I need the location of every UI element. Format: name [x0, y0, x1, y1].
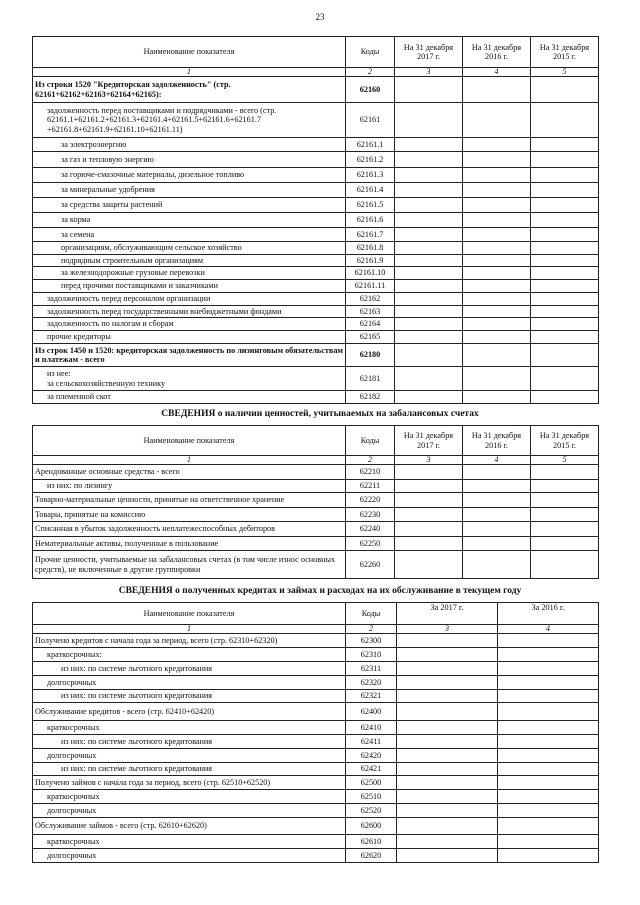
row-code: 62161.6	[346, 213, 395, 228]
table-row	[33, 804, 599, 818]
row-label: организациям, обслуживающим сельское хозяйство	[33, 242, 346, 255]
row-label: за минеральные удобрения	[33, 183, 346, 198]
row-code: 62161.11	[346, 280, 395, 293]
row-label: Списанная в убыток задолженность неплатежеспособных дебиторов	[33, 522, 346, 537]
value-cell[interactable]	[397, 634, 498, 648]
row-code: 62260	[346, 551, 395, 579]
row-label: из нее: за сельскохозяйственную технику	[33, 367, 346, 391]
value-cell[interactable]	[463, 318, 531, 331]
value-cell[interactable]	[463, 267, 531, 280]
value-cell[interactable]	[531, 293, 599, 306]
value-cell[interactable]	[498, 690, 599, 703]
row-label: задолженность перед поставщиками и подрядчиками - всего (стр. 62161.1+62161.2+62161.3+62161.4+62161.5+62161.6+62161.7 +62161.8+62161.9+62161.10+62161.11)	[33, 103, 346, 138]
table-row	[33, 228, 599, 242]
value-cell[interactable]	[395, 293, 463, 306]
row-label: Из строк 1450 и 1520: кредиторская задолженность по лизинговым обязательствам и платежам - всего	[33, 344, 346, 367]
col-number: 2	[346, 456, 395, 465]
table-row	[33, 198, 599, 213]
value-cell[interactable]	[498, 790, 599, 804]
header-codes: Коды	[346, 603, 397, 625]
col-number: 4	[463, 68, 531, 77]
row-code: 62182	[346, 391, 395, 404]
value-cell[interactable]	[463, 152, 531, 168]
row-label: подрядным строительным организациям	[33, 255, 346, 267]
row-label: за корма	[33, 213, 346, 228]
table-row	[33, 763, 599, 776]
col-number: 4	[498, 625, 599, 634]
value-cell[interactable]	[531, 138, 599, 152]
value-cell[interactable]	[531, 318, 599, 331]
value-cell[interactable]	[531, 367, 599, 391]
value-cell[interactable]	[531, 183, 599, 198]
table-row	[33, 493, 599, 508]
table-row	[33, 508, 599, 522]
row-label: краткосрочных	[33, 721, 346, 735]
table-row	[33, 790, 599, 804]
header-indicator-name: Наименование показателя	[33, 37, 346, 68]
table-row	[33, 242, 599, 255]
table-row	[33, 306, 599, 318]
table-row	[33, 648, 599, 662]
table-row	[33, 835, 599, 849]
value-cell[interactable]	[498, 804, 599, 818]
header-2015: На 31 декабря 2015 г.	[531, 37, 599, 68]
value-cell[interactable]	[395, 77, 463, 103]
row-code: 62510	[346, 790, 397, 804]
value-cell[interactable]	[531, 537, 599, 551]
table-row	[33, 391, 599, 404]
row-label: долгосрочных	[33, 849, 346, 863]
value-cell[interactable]	[531, 508, 599, 522]
row-code: 62321	[346, 690, 397, 703]
value-cell[interactable]	[463, 228, 531, 242]
value-cell[interactable]	[531, 522, 599, 537]
row-code: 62421	[346, 763, 397, 776]
value-cell[interactable]	[463, 213, 531, 228]
value-cell[interactable]	[395, 367, 463, 391]
table-row	[33, 267, 599, 280]
row-label: за племенной скот	[33, 391, 346, 404]
table-row	[33, 318, 599, 331]
row-code: 62161.8	[346, 242, 395, 255]
row-label: задолженность по налогам и сборам	[33, 318, 346, 331]
row-label: за железнодорожные грузовые перевозки	[33, 267, 346, 280]
value-cell[interactable]	[531, 152, 599, 168]
row-label: Арендованные основные средства - всего	[33, 465, 346, 480]
row-code: 62160	[346, 77, 395, 103]
value-cell[interactable]	[395, 537, 463, 551]
value-cell[interactable]	[395, 183, 463, 198]
table-row	[33, 721, 599, 735]
table-row	[33, 344, 599, 367]
accounts-payable-table	[32, 36, 599, 404]
row-code: 62164	[346, 318, 395, 331]
row-code: 62181	[346, 367, 395, 391]
value-cell[interactable]	[395, 103, 463, 138]
row-label: за средства защиты растений	[33, 198, 346, 213]
value-cell[interactable]	[531, 77, 599, 103]
off-balance-table	[32, 425, 599, 579]
value-cell[interactable]	[498, 818, 599, 835]
value-cell[interactable]	[395, 280, 463, 293]
value-cell[interactable]	[463, 255, 531, 267]
value-cell[interactable]	[498, 835, 599, 849]
table-row	[33, 77, 599, 103]
value-cell[interactable]	[498, 763, 599, 776]
table-row	[33, 480, 599, 493]
col-number: 3	[395, 68, 463, 77]
value-cell[interactable]	[395, 480, 463, 493]
header-2016: На 31 декабря 2016 г.	[463, 37, 531, 68]
table-row	[33, 776, 599, 790]
value-cell[interactable]	[498, 662, 599, 676]
table-row	[33, 168, 599, 183]
value-cell[interactable]	[397, 818, 498, 835]
table-row	[33, 331, 599, 344]
table-row	[33, 103, 599, 138]
row-label: Нематериальные активы, полученные в пользование	[33, 537, 346, 551]
row-code: 62620	[346, 849, 397, 863]
value-cell[interactable]	[397, 776, 498, 790]
table-row	[33, 183, 599, 198]
value-cell[interactable]	[498, 676, 599, 690]
table-row	[33, 138, 599, 152]
value-cell[interactable]	[463, 344, 531, 367]
row-code: 62161.10	[346, 267, 395, 280]
value-cell[interactable]	[463, 168, 531, 183]
row-code: 62161.4	[346, 183, 395, 198]
row-code: 62300	[346, 634, 397, 648]
table-row	[33, 255, 599, 267]
value-cell[interactable]	[531, 344, 599, 367]
table-row	[33, 537, 599, 551]
table-row	[33, 703, 599, 721]
row-code: 62520	[346, 804, 397, 818]
value-cell[interactable]	[498, 776, 599, 790]
row-code: 62311	[346, 662, 397, 676]
row-label: Получено займов с начала года за период, всего (стр. 62510+62520)	[33, 776, 346, 790]
table-row	[33, 465, 599, 480]
value-cell[interactable]	[531, 280, 599, 293]
row-code: 62411	[346, 735, 397, 749]
value-cell[interactable]	[463, 293, 531, 306]
value-cell[interactable]	[395, 331, 463, 344]
value-cell[interactable]	[463, 391, 531, 404]
value-cell[interactable]	[395, 242, 463, 255]
table2-body	[33, 465, 599, 579]
value-cell[interactable]	[395, 198, 463, 213]
row-label: краткосрочных	[33, 790, 346, 804]
row-code: 62161.7	[346, 228, 395, 242]
table-row	[33, 662, 599, 676]
col-number: 5	[531, 68, 599, 77]
value-cell[interactable]	[463, 138, 531, 152]
value-cell[interactable]	[498, 703, 599, 721]
off-balance-section-title: СВЕДЕНИЯ о наличии ценностей, учитываемых на забалансовых счетах	[161, 409, 479, 419]
row-label: из них: по системе льготного кредитования	[33, 763, 346, 776]
value-cell[interactable]	[463, 522, 531, 537]
row-label: задолженность перед государственными внебюджетными фондами	[33, 306, 346, 318]
value-cell[interactable]	[395, 508, 463, 522]
header-2017: На 31 декабря 2017 г.	[395, 37, 463, 68]
value-cell[interactable]	[395, 255, 463, 267]
row-label: краткосрочных	[33, 835, 346, 849]
value-cell[interactable]	[395, 391, 463, 404]
table-row	[33, 735, 599, 749]
table-row	[33, 293, 599, 306]
table-row	[33, 634, 599, 648]
value-cell[interactable]	[397, 735, 498, 749]
table-row	[33, 849, 599, 863]
page-number: 23	[315, 12, 325, 22]
value-cell[interactable]	[531, 493, 599, 508]
value-cell[interactable]	[531, 213, 599, 228]
value-cell[interactable]	[463, 493, 531, 508]
value-cell[interactable]	[498, 721, 599, 735]
row-code: 62400	[346, 703, 397, 721]
value-cell[interactable]	[395, 493, 463, 508]
row-code: 62161	[346, 103, 395, 138]
row-code: 62310	[346, 648, 397, 662]
row-code: 62161.9	[346, 255, 395, 267]
row-label: Товары, принятые на комиссию	[33, 508, 346, 522]
row-code: 62610	[346, 835, 397, 849]
value-cell[interactable]	[397, 804, 498, 818]
col-number: 2	[346, 68, 395, 77]
table-row	[33, 522, 599, 537]
row-label: перед прочими поставщиками и заказчиками	[33, 280, 346, 293]
value-cell[interactable]	[395, 267, 463, 280]
header-codes: Коды	[346, 37, 395, 68]
table3-body	[33, 634, 599, 863]
table-row	[33, 213, 599, 228]
value-cell[interactable]	[531, 103, 599, 138]
row-code: 62161.2	[346, 152, 395, 168]
row-code: 62600	[346, 818, 397, 835]
value-cell[interactable]	[463, 480, 531, 493]
value-cell[interactable]	[463, 465, 531, 480]
header-2016: На 31 декабря 2016 г.	[463, 426, 531, 456]
col-number: 1	[33, 68, 346, 77]
header-codes: Коды	[346, 426, 395, 456]
table-row	[33, 749, 599, 763]
header-2017: На 31 декабря 2017 г.	[395, 426, 463, 456]
value-cell[interactable]	[397, 662, 498, 676]
col-number: 4	[463, 456, 531, 465]
row-label: долгосрочных	[33, 804, 346, 818]
value-cell[interactable]	[463, 537, 531, 551]
col-number: 3	[397, 625, 498, 634]
row-code: 62220	[346, 493, 395, 508]
table-row	[33, 367, 599, 391]
row-code: 62420	[346, 749, 397, 763]
row-code: 62180	[346, 344, 395, 367]
col-number: 1	[33, 625, 346, 634]
row-code: 62163	[346, 306, 395, 318]
value-cell[interactable]	[463, 367, 531, 391]
table-row	[33, 818, 599, 835]
value-cell[interactable]	[463, 103, 531, 138]
value-cell[interactable]	[397, 703, 498, 721]
row-code: 62240	[346, 522, 395, 537]
row-label: за электроэнергию	[33, 138, 346, 152]
table-row	[33, 152, 599, 168]
value-cell[interactable]	[397, 849, 498, 863]
value-cell[interactable]	[463, 183, 531, 198]
loans-table	[32, 602, 599, 863]
value-cell[interactable]	[531, 551, 599, 579]
col-number: 2	[346, 625, 397, 634]
value-cell[interactable]	[531, 480, 599, 493]
value-cell[interactable]	[395, 318, 463, 331]
row-label: Обслуживание кредитов - всего (стр. 62410+62420)	[33, 703, 346, 721]
value-cell[interactable]	[395, 522, 463, 537]
value-cell[interactable]	[531, 198, 599, 213]
value-cell[interactable]	[397, 749, 498, 763]
value-cell[interactable]	[498, 634, 599, 648]
value-cell[interactable]	[397, 721, 498, 735]
row-code: 62161.3	[346, 168, 395, 183]
col-number: 1	[33, 456, 346, 465]
row-label: из них: по системе льготного кредитования	[33, 735, 346, 749]
row-label: из них: по системе льготного кредитования	[33, 690, 346, 703]
value-cell[interactable]	[463, 508, 531, 522]
table1-body	[33, 77, 599, 404]
table-row	[33, 690, 599, 703]
header-2016: За 2016 г.	[498, 603, 599, 625]
row-code: 62161.5	[346, 198, 395, 213]
col-number: 3	[395, 456, 463, 465]
row-code: 62500	[346, 776, 397, 790]
row-code: 62210	[346, 465, 395, 480]
row-label: долгосрочных	[33, 749, 346, 763]
header-2017: За 2017 г.	[397, 603, 498, 625]
row-label: Получено кредитов с начала года за период, всего (стр. 62310+62320)	[33, 634, 346, 648]
table-row	[33, 676, 599, 690]
row-label: Обслуживание займов - всего (стр. 62610+62620)	[33, 818, 346, 835]
value-cell[interactable]	[397, 790, 498, 804]
row-label: краткосрочных:	[33, 648, 346, 662]
value-cell[interactable]	[498, 849, 599, 863]
table-row	[33, 280, 599, 293]
row-code: 62161.1	[346, 138, 395, 152]
header-indicator-name: Наименование показателя	[33, 426, 346, 456]
value-cell[interactable]	[397, 690, 498, 703]
row-code: 62230	[346, 508, 395, 522]
value-cell[interactable]	[463, 306, 531, 318]
value-cell[interactable]	[395, 168, 463, 183]
value-cell[interactable]	[395, 344, 463, 367]
value-cell[interactable]	[531, 168, 599, 183]
value-cell[interactable]	[395, 213, 463, 228]
row-code: 62162	[346, 293, 395, 306]
row-label: за газ и тепловую энергию	[33, 152, 346, 168]
value-cell[interactable]	[498, 749, 599, 763]
row-label: Из строки 1520 "Кредиторская задолженность" (стр. 62161+62162+62163+62164+62165):	[33, 77, 346, 103]
value-cell[interactable]	[531, 228, 599, 242]
value-cell[interactable]	[395, 306, 463, 318]
row-label: прочие кредиторы	[33, 331, 346, 344]
row-code: 62211	[346, 480, 395, 493]
value-cell[interactable]	[463, 280, 531, 293]
col-number: 5	[531, 456, 599, 465]
value-cell[interactable]	[498, 735, 599, 749]
value-cell[interactable]	[463, 551, 531, 579]
row-label: задолженность перед персоналом организации	[33, 293, 346, 306]
value-cell[interactable]	[531, 465, 599, 480]
row-label: за семена	[33, 228, 346, 242]
row-label: долгосрочных	[33, 676, 346, 690]
value-cell[interactable]	[531, 391, 599, 404]
value-cell[interactable]	[463, 242, 531, 255]
row-code: 62250	[346, 537, 395, 551]
value-cell[interactable]	[463, 198, 531, 213]
value-cell[interactable]	[397, 676, 498, 690]
row-code: 62410	[346, 721, 397, 735]
value-cell[interactable]	[531, 267, 599, 280]
row-label: из них: по лизингу	[33, 480, 346, 493]
value-cell[interactable]	[531, 306, 599, 318]
header-indicator-name: Наименование показателя	[33, 603, 346, 625]
value-cell[interactable]	[531, 255, 599, 267]
row-label: из них: по системе льготного кредитования	[33, 662, 346, 676]
value-cell[interactable]	[397, 835, 498, 849]
value-cell[interactable]	[397, 648, 498, 662]
value-cell[interactable]	[397, 763, 498, 776]
value-cell[interactable]	[395, 465, 463, 480]
value-cell[interactable]	[498, 648, 599, 662]
value-cell[interactable]	[531, 331, 599, 344]
row-code: 62320	[346, 676, 397, 690]
value-cell[interactable]	[463, 77, 531, 103]
value-cell[interactable]	[395, 228, 463, 242]
header-2015: На 31 декабря 2015 г.	[531, 426, 599, 456]
value-cell[interactable]	[395, 551, 463, 579]
value-cell[interactable]	[395, 138, 463, 152]
row-code: 62165	[346, 331, 395, 344]
row-label: Товарно-материальные ценности, принятые на ответственное хранение	[33, 493, 346, 508]
value-cell[interactable]	[395, 152, 463, 168]
row-label: за горюче-смазочные материалы, дизельное топливо	[33, 168, 346, 183]
value-cell[interactable]	[531, 242, 599, 255]
row-label: Прочие ценности, учитываемые на забалансовых счетах (в том числе износ основных средств), не включенные в другие группировки	[33, 551, 346, 579]
table-row	[33, 551, 599, 579]
value-cell[interactable]	[463, 331, 531, 344]
loans-section-title: СВЕДЕНИЯ о полученных кредитах и займах и расходах на их обслуживание в текущем году	[118, 586, 522, 596]
